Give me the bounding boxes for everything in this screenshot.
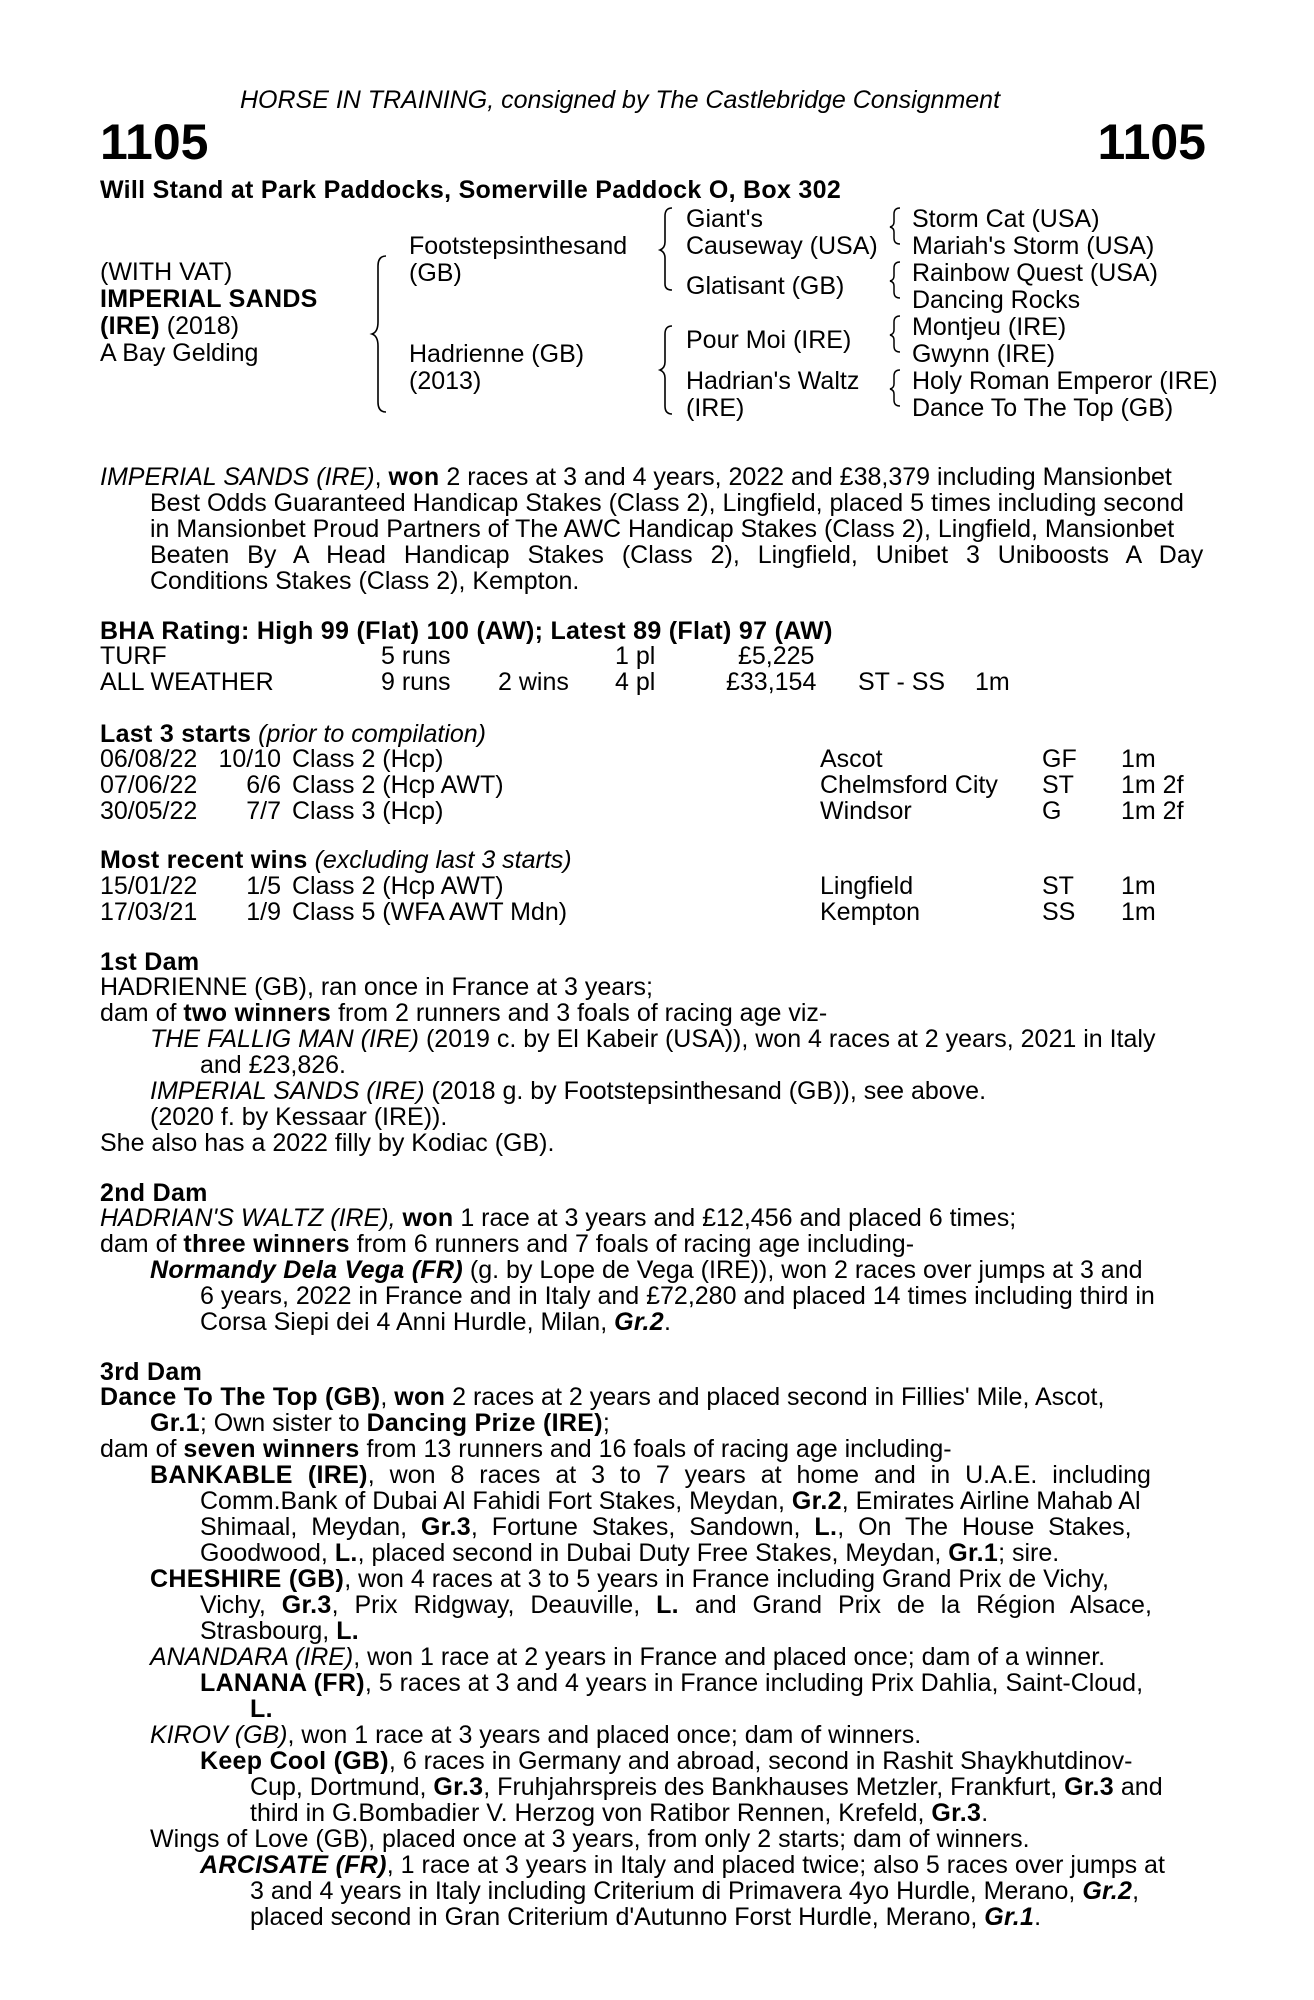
anandara-line-1 <box>150 1644 1105 1670</box>
arcisate-text: placed second in Gran Criterium d'Autunno Forst Hurdle, Merano, <box>250 1903 985 1931</box>
pedigree-sire: Footstepsinthesand <box>409 232 628 260</box>
dam2-line-2 <box>100 1231 914 1257</box>
kirov-text: , won 1 race at 3 years and placed once; dam of winners. <box>287 1721 922 1749</box>
cheshire-text: and Grand Prix de la Région Alsace, <box>678 1591 1152 1619</box>
pedigree-sds: Rainbow Quest (USA) <box>912 259 1158 287</box>
recent-wins-heading <box>100 847 572 873</box>
pedigree-brace-dam <box>660 324 676 416</box>
pedigree-sire-sire: Giant's <box>686 205 764 233</box>
dam1-line-2 <box>100 1000 827 1026</box>
cheshire-text: , won 4 races at 3 to 5 years in France including Grand Prix de Vichy, <box>344 1565 1109 1593</box>
last3-row-race: Class 2 (Hcp AWT) <box>292 771 504 799</box>
summary-text-3: in Mansionbet Proud Partners of The AWC Handicap Stakes (Class 2), Lingfield, Mansionbet <box>150 515 1175 543</box>
anandara-name: ANANDARA (IRE) <box>150 1643 354 1671</box>
group-grade: Gr.1 <box>984 1903 1035 1931</box>
last3-row-course: Chelmsford City <box>820 771 998 799</box>
pedigree-brace-dd <box>890 368 904 408</box>
keepcool-name: Keep Cool (GB) <box>200 1747 389 1775</box>
keepcool-text: and <box>1113 1773 1163 1801</box>
keepcool-text: third in G.Bombadier V. Herzog von Ratibor Rennen, Krefeld, <box>250 1799 932 1827</box>
last3-row-date: 06/08/22 <box>100 745 198 773</box>
horse-name: IMPERIAL SANDS <box>100 285 318 313</box>
last3-note: (prior to compilation) <box>251 720 487 748</box>
dam1-line-1: HADRIENNE (GB), ran once in France at 3 years; <box>100 973 653 1001</box>
dam3-line-1 <box>100 1384 1104 1410</box>
dam1-foal-name: THE FALLIG MAN (IRE) <box>150 1025 420 1053</box>
horse-country: (IRE) <box>100 312 160 340</box>
dam1-line-6: (2020 f. by Kessaar (IRE)). <box>150 1103 448 1131</box>
bankable-text: , Fortune Stakes, Sandown, <box>470 1513 815 1541</box>
keepcool-line-1 <box>200 1748 1132 1774</box>
last3-row-dist: 1m 2f <box>1121 771 1184 799</box>
last3-row-date: 30/05/22 <box>100 797 198 825</box>
last3-heading <box>100 721 486 747</box>
dam3-name: Dance To The Top (GB) <box>100 1383 381 1411</box>
rating-aw-wins: 2 wins <box>498 668 569 696</box>
recent-win-course: Kempton <box>820 898 921 926</box>
arcisate-text: 3 and 4 years in Italy including Criterium di Primavera 4yo Hurdle, Merano, <box>250 1877 1083 1905</box>
group-grade: Gr.2 <box>791 1487 842 1515</box>
dam2-won: won <box>402 1204 454 1232</box>
dam3-text: ; <box>602 1409 610 1437</box>
keepcool-text: Cup, Dortmund, <box>250 1773 434 1801</box>
bha-rating: BHA Rating: High 99 (Flat) 100 (AW); Latest 89 (Flat) 97 (AW) <box>100 617 833 645</box>
dam1-line-3 <box>150 1026 1155 1052</box>
dam2-text: Corsa Siepi dei 4 Anni Hurdle, Milan, <box>200 1308 615 1336</box>
recent-win-pos: 1/5 <box>246 872 281 900</box>
dam2-text: dam of <box>100 1230 184 1258</box>
pedigree-ddd: Dance To The Top (GB) <box>912 394 1174 422</box>
recent-win-date: 17/03/21 <box>100 898 198 926</box>
pedigree-dam-dam-country: (IRE) <box>686 394 745 422</box>
consignment-header: HORSE IN TRAINING, consigned by The Castlebridge Consignment <box>240 86 1001 114</box>
last3-row-date: 07/06/22 <box>100 771 198 799</box>
lot-number-right: 1105 <box>1097 114 1206 170</box>
dam3-text: 2 races at 2 years and placed second in Fillies' Mile, Ascot, <box>445 1383 1105 1411</box>
kirov-name: KIROV (GB) <box>150 1721 288 1749</box>
dam2-foal-name: Normandy Dela Vega (FR) <box>150 1256 463 1284</box>
dam1-line-5 <box>150 1078 986 1104</box>
recent-wins-title: Most recent wins <box>100 846 308 874</box>
pedigree-dam-year: (2013) <box>409 367 482 395</box>
dam3-text: , <box>380 1383 395 1411</box>
last3-row-going: GF <box>1042 745 1077 773</box>
cheshire-text: Strasbourg, <box>200 1617 337 1645</box>
dam3-text: from 13 runners and 16 foals of racing age including- <box>359 1435 952 1463</box>
last3-row-going: ST <box>1042 771 1074 799</box>
cheshire-line-1 <box>150 1566 1109 1592</box>
summary-line-3 <box>150 516 1205 542</box>
pedigree-brace-ds <box>890 314 904 354</box>
pedigree-ssd: Mariah's Storm (USA) <box>912 232 1155 260</box>
last3-row-pos: 10/10 <box>218 745 281 773</box>
rating-turf-runs: 5 runs <box>381 642 451 670</box>
rating-aw-dist: 1m <box>975 668 1010 696</box>
keepcool-text: , Fruhjahrspreis des Bankhauses Metzler, Frankfurt, <box>483 1773 1065 1801</box>
summary-horse-name: IMPERIAL SANDS (IRE) <box>100 463 375 491</box>
pedigree-brace-sd <box>890 260 904 300</box>
recent-win-race: Class 5 (WFA AWT Mdn) <box>292 898 568 926</box>
arcisate-line-3 <box>250 1904 1041 1930</box>
summary-won: won <box>388 463 440 491</box>
vat-note: (WITH VAT) <box>100 258 233 286</box>
bankable-line-4 <box>200 1540 1059 1566</box>
horse-year: (2018) <box>159 312 240 340</box>
group-grade: Gr.3 <box>931 1799 982 1827</box>
bankable-line-3 <box>200 1514 1132 1540</box>
bankable-line-2 <box>200 1488 1141 1514</box>
summary-line-2 <box>150 490 1205 516</box>
anandara-text: , won 1 race at 2 years in France and placed once; dam of a winner. <box>353 1643 1106 1671</box>
summary-line-4 <box>150 542 1205 568</box>
lanana-line-2: L. <box>250 1695 273 1723</box>
keepcool-line-2 <box>250 1774 1163 1800</box>
bankable-text: Comm.Bank of Dubai Al Fahidi Fort Stakes, Meydan, <box>200 1487 792 1515</box>
bankable-text: , Emirates Airline Mahab Al <box>841 1487 1141 1515</box>
keepcool-line-3 <box>250 1800 988 1826</box>
bankable-text: ; sire. <box>998 1539 1060 1567</box>
keepcool-text: , 6 races in Germany and abroad, second in Rashit Shaykhutdinov- <box>388 1747 1133 1775</box>
lanana-name: LANANA (FR) <box>200 1669 365 1697</box>
arcisate-line-2 <box>250 1878 1139 1904</box>
dam1-line-7: She also has a 2022 filly by Kodiac (GB). <box>100 1129 555 1157</box>
dam3-winners: seven winners <box>183 1435 360 1463</box>
dam2-line-1 <box>100 1205 1016 1231</box>
pedigree-dam-dam: Hadrian's Waltz <box>686 367 860 395</box>
cheshire-text: , Prix Ridgway, Deauville, <box>331 1591 657 1619</box>
cheshire-line-3 <box>200 1618 359 1644</box>
summary-line-5: Conditions Stakes (Class 2), Kempton. <box>150 567 580 595</box>
last3-row-course: Windsor <box>820 797 912 825</box>
dam1-foal-text: (2018 g. by Footstepsinthesand (GB)), see above. <box>424 1077 987 1105</box>
rating-aw-surface: ALL WEATHER <box>100 668 274 696</box>
last3-title: Last 3 starts <box>100 720 252 748</box>
bankable-text: Goodwood, <box>200 1539 335 1567</box>
recent-win-date: 15/01/22 <box>100 872 198 900</box>
listed-grade: L. <box>336 1617 360 1645</box>
rating-turf-prize: £5,225 <box>738 642 815 670</box>
listed-grade: L. <box>334 1539 358 1567</box>
rating-turf-surface: TURF <box>100 642 167 670</box>
last3-row-pos: 6/6 <box>246 771 281 799</box>
dam2-heading: 2nd Dam <box>100 1179 208 1207</box>
pedigree-sss: Storm Cat (USA) <box>912 205 1100 233</box>
dam1-heading: 1st Dam <box>100 948 200 976</box>
dam3-heading: 3rd Dam <box>100 1358 203 1386</box>
listed-grade: L. <box>814 1513 838 1541</box>
arcisate-text: , <box>1132 1877 1140 1905</box>
dam3-text: dam of <box>100 1435 184 1463</box>
dam3-line-3 <box>100 1436 952 1462</box>
last3-row-pos: 7/7 <box>246 797 281 825</box>
dam3-text: ; Own sister to <box>199 1409 367 1437</box>
recent-wins-note: (excluding last 3 starts) <box>307 846 572 874</box>
pedigree-brace-ss <box>890 206 904 246</box>
dam1-winners: two winners <box>183 999 332 1027</box>
group-grade: Gr.3 <box>281 1591 332 1619</box>
pedigree-sire-country: (GB) <box>409 259 462 287</box>
pedigree-sdd: Dancing Rocks <box>912 286 1081 314</box>
pedigree-dam-sire: Pour Moi (IRE) <box>686 326 852 354</box>
pedigree-sire-dam: Glatisant (GB) <box>686 272 845 300</box>
dam1-text: dam of <box>100 999 184 1027</box>
stand-location: Will Stand at Park Paddocks, Somerville Paddock O, Box 302 <box>100 176 842 204</box>
last3-row-course: Ascot <box>820 745 883 773</box>
keepcool-text: . <box>981 1799 989 1827</box>
dam2-name: HADRIAN'S WALTZ (IRE), <box>100 1204 396 1232</box>
group-grade: Gr.2 <box>1082 1877 1133 1905</box>
bankable-name: BANKABLE (IRE) <box>150 1461 368 1489</box>
dam2-text: from 6 runners and 7 foals of racing age including- <box>349 1230 915 1258</box>
pedigree-brace-main <box>372 254 392 414</box>
rating-aw-going: ST - SS <box>858 668 946 696</box>
bankable-text: , On The House Stakes, <box>837 1513 1132 1541</box>
group-grade: Gr.3 <box>421 1513 471 1541</box>
recent-win-race: Class 2 (Hcp AWT) <box>292 872 504 900</box>
dam2-text: 1 race at 3 years and £12,456 and placed 6 times; <box>453 1204 1017 1232</box>
cheshire-name: CHESHIRE (GB) <box>150 1565 345 1593</box>
pedigree-sire-sire-country: Causeway (USA) <box>686 232 878 260</box>
dam2-line-4: 6 years, 2022 in France and in Italy and £72,280 and placed 14 times including third in <box>200 1282 1155 1310</box>
arcisate-text: . <box>1034 1903 1042 1931</box>
lanana-text: , 5 races at 3 and 4 years in France including Prix Dahlia, Saint-Cloud, <box>364 1669 1144 1697</box>
last3-row-race: Class 2 (Hcp) <box>292 745 444 773</box>
listed-grade: L. <box>656 1591 679 1619</box>
arcisate-name: ARCISATE (FR) <box>200 1851 387 1879</box>
group-grade: Gr.1 <box>150 1409 200 1437</box>
pedigree-dds: Holy Roman Emperor (IRE) <box>912 367 1218 395</box>
rating-turf-pl: 1 pl <box>615 642 656 670</box>
dam2-winners: three winners <box>183 1230 350 1258</box>
bankable-text: , won 8 races at 3 to 7 years at home and in U.A.E. including <box>367 1461 1151 1489</box>
dam2-text: . <box>663 1308 671 1336</box>
last3-row-going: G <box>1042 797 1062 825</box>
summary-text-4: Beaten By A Head Handicap Stakes (Class 2), Lingfield, Unibet 3 Uniboosts A Day <box>150 541 1204 569</box>
dam2-line-3 <box>150 1257 1143 1283</box>
wingsoflove-line-1: Wings of Love (GB), placed once at 3 years, from only 2 starts; dam of winners. <box>150 1825 1030 1853</box>
recent-win-course: Lingfield <box>820 872 914 900</box>
pedigree-dss: Montjeu (IRE) <box>912 313 1067 341</box>
recent-win-pos: 1/9 <box>246 898 281 926</box>
rating-aw-runs: 9 runs <box>381 668 451 696</box>
lanana-line-1 <box>200 1670 1143 1696</box>
last3-row-dist: 1m 2f <box>1121 797 1184 825</box>
dam1-line-4: and £23,826. <box>200 1051 346 1079</box>
dam3-won: won <box>394 1383 446 1411</box>
dam1-foal-text: (2019 c. by El Kabeir (USA)), won 4 races at 2 years, 2021 in Italy <box>419 1025 1156 1053</box>
lot-number-left: 1105 <box>100 114 209 170</box>
dam3-line-2 <box>150 1410 610 1436</box>
dam1-foal-name: IMPERIAL SANDS (IRE) <box>150 1077 425 1105</box>
pedigree-dam: Hadrienne (GB) <box>409 340 585 368</box>
kirov-line-1 <box>150 1722 921 1748</box>
horse-description: A Bay Gelding <box>100 339 259 367</box>
cheshire-line-2 <box>200 1592 1152 1618</box>
dam2-foal-text: (g. by Lope de Vega (IRE)), won 2 races over jumps at 3 and <box>462 1256 1143 1284</box>
group-grade: Gr.3 <box>433 1773 484 1801</box>
recent-win-going: SS <box>1042 898 1076 926</box>
arcisate-line-1 <box>200 1852 1165 1878</box>
group-grade: Gr.3 <box>1064 1773 1114 1801</box>
pedigree-dsd: Gwynn (IRE) <box>912 340 1056 368</box>
horse-country-year <box>100 313 239 339</box>
recent-win-going: ST <box>1042 872 1074 900</box>
recent-win-dist: 1m <box>1121 898 1156 926</box>
bankable-text: Shimaal, Meydan, <box>200 1513 422 1541</box>
summary-text-2: Best Odds Guaranteed Handicap Stakes (Class 2), Lingfield, placed 5 times including second <box>150 489 1184 517</box>
arcisate-text: , 1 race at 3 years in Italy and placed twice; also 5 races over jumps at <box>386 1851 1165 1879</box>
last3-row-race: Class 3 (Hcp) <box>292 797 444 825</box>
dam2-line-5 <box>200 1309 671 1335</box>
summary-line-1: IMPERIAL SANDS (IRE), won 2 races at 3 and 4 years, 2022 and £38,379 including Mansionbet <box>100 463 1172 491</box>
summary-text-1: 2 races at 3 and 4 years, 2022 and £38,379 including Mansionbet <box>439 463 1172 491</box>
dam3-sister: Dancing Prize (IRE) <box>366 1409 603 1437</box>
rating-aw-pl: 4 pl <box>615 668 656 696</box>
recent-win-dist: 1m <box>1121 872 1156 900</box>
bankable-line-1 <box>150 1462 1205 1488</box>
last3-row-dist: 1m <box>1121 745 1156 773</box>
rating-aw-prize: £33,154 <box>726 668 817 696</box>
group-grade: Gr.2 <box>614 1308 664 1336</box>
dam1-text: from 2 runners and 3 foals of racing age viz- <box>331 999 828 1027</box>
bankable-text: , placed second in Dubai Duty Free Stakes, Meydan, <box>357 1539 949 1567</box>
pedigree-brace-sire <box>660 206 676 292</box>
cheshire-text: Vichy, <box>200 1591 282 1619</box>
group-grade: Gr.1 <box>948 1539 999 1567</box>
